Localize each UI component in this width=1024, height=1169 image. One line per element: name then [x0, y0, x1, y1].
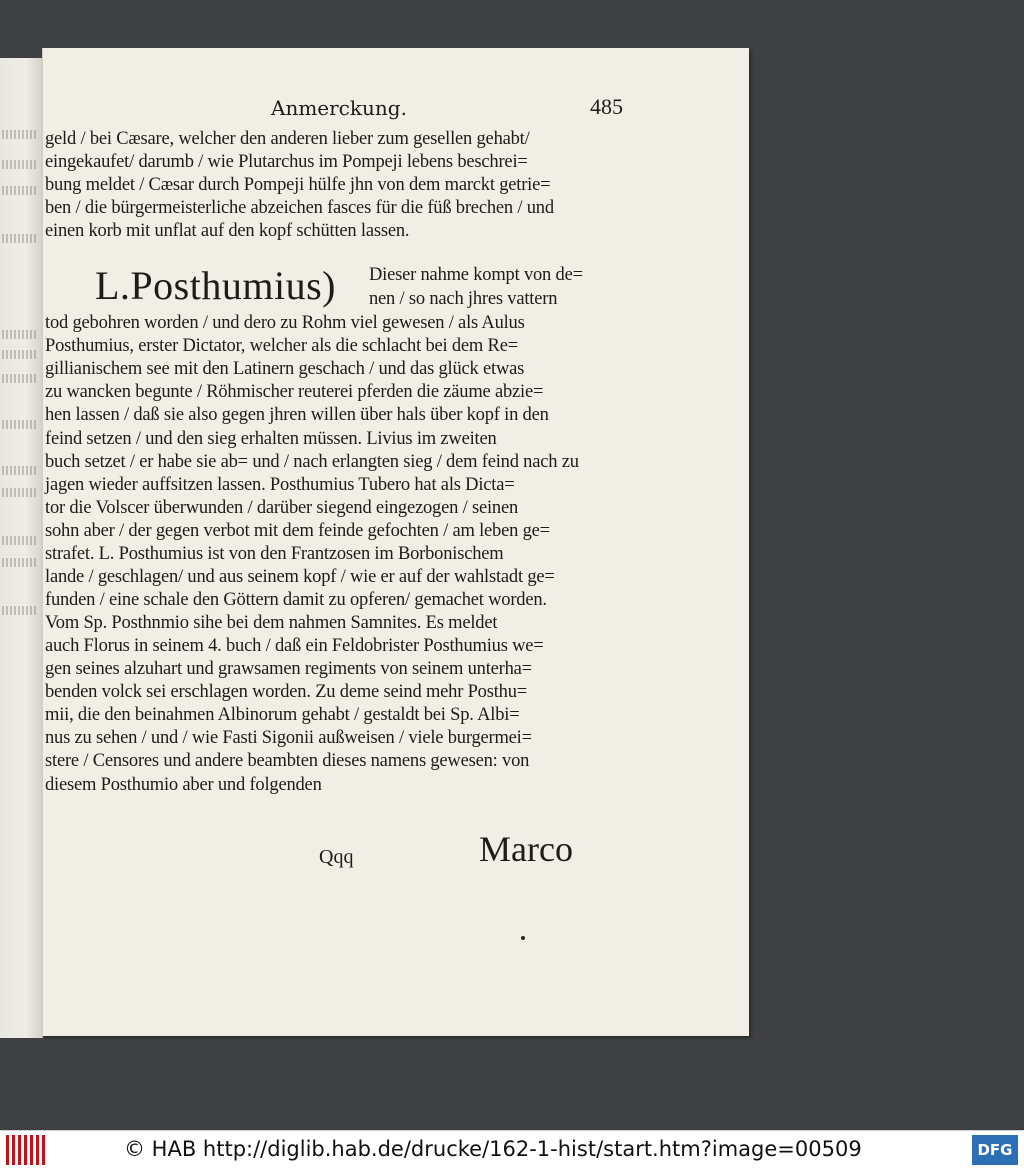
text-line: lande / geschlagen/ und aus seinem kopf / wie er auf der wahlstadt ge= [45, 567, 555, 587]
text-line: gillianischem see mit den Latinern geschach / und das glück etwas [45, 359, 525, 379]
text-line: einen korb mit unflat auf den kopf schütten lassen. [45, 221, 410, 241]
book-page [42, 48, 749, 1036]
text-line: nus zu sehen / und / wie Fasti Sigonii außweisen / viele burgermei= [45, 728, 532, 748]
text-line: nen / so nach jhres vattern [369, 289, 558, 309]
dfg-logo-label: DFG [977, 1141, 1013, 1159]
bleed-through [2, 234, 38, 243]
text-line: eingekaufet/ darumb / wie Plutarchus im Pompeji lebens beschrei= [45, 152, 528, 172]
copyright-url[interactable]: © HAB http://diglib.hab.de/drucke/162-1-hist/start.htm?image=00509 [124, 1137, 862, 1161]
text-line: Dieser nahme kompt von de= [369, 265, 583, 285]
text-line: bung meldet / Cæsar durch Pompeji hülfe jhn von dem marckt getrie= [45, 175, 551, 195]
bleed-through [2, 374, 38, 383]
text-line: buch setzet / er habe sie ab= und / nach erlangten sieg / dem feind nach zu [45, 452, 579, 472]
text-line: stere / Censores und andere beambten dieses namens gewesen: von [45, 751, 530, 771]
text-line: auch Florus in seinem 4. buch / daß ein Feldobrister Posthumius we= [45, 636, 544, 656]
text-line: sohn aber / der gegen verbot mit dem feinde gefochten / am leben ge= [45, 521, 550, 541]
text-line: benden volck sei erschlagen worden. Zu deme seind mehr Posthu= [45, 682, 527, 702]
bleed-through [2, 606, 38, 615]
dfg-logo[interactable] [972, 1135, 1018, 1165]
bleed-through [2, 330, 38, 339]
text-line: mii, die den beinahmen Albinorum gehabt / gestaldt bei Sp. Albi= [45, 705, 520, 725]
text-line: tor die Volscer überwunden / darüber siegend eingezogen / seinen [45, 498, 519, 518]
text-line: diesem Posthumio aber und folgenden [45, 775, 322, 795]
hab-logo-icon[interactable] [6, 1135, 46, 1165]
bleed-through [2, 536, 38, 545]
text-line: geld / bei Cæsare, welcher den anderen lieber zum gesellen gehabt/ [45, 129, 530, 149]
text-line: gen seines alzuhart und grawsamen regiments von seinem unterha= [45, 659, 532, 679]
page-number: 485 [590, 94, 623, 119]
signature-mark: Qqq [319, 846, 354, 868]
facing-page-edge [0, 58, 43, 1038]
bleed-through [2, 466, 38, 475]
text-line: feind setzen / und den sieg erhalten müssen. Livius im zweiten [45, 429, 497, 449]
text-line: strafet. L. Posthumius ist von den Frantzosen im Borbonischem [45, 544, 504, 564]
bleed-through [2, 420, 38, 429]
bleed-through [2, 160, 38, 169]
section-heading: L.Posthumius) [95, 263, 336, 308]
bleed-through [2, 350, 38, 359]
catchword: Marco [479, 829, 573, 869]
text-line: ben / die bürgermeisterliche abzeichen fasces für die füß brechen / und [45, 198, 554, 218]
page-header [271, 96, 631, 126]
paper-speck [521, 936, 525, 940]
footer-bar [0, 1130, 1024, 1169]
bleed-through [2, 558, 38, 567]
bleed-through [2, 488, 38, 497]
text-line: tod gebohren worden / und dero zu Rohm viel gewesen / als Aulus [45, 313, 525, 333]
text-line: hen lassen / daß sie also gegen jhren willen über hals über kopf in den [45, 405, 549, 425]
text-line: jagen wieder auffsitzen lassen. Posthumius Tubero hat als Dicta= [45, 475, 515, 495]
text-line: Vom Sp. Posthnmio sihe bei dem nahmen Samnites. Es meldet [45, 613, 498, 633]
bleed-through [2, 130, 38, 139]
text-line: funden / eine schale den Göttern damit zu opferen/ gemachet worden. [45, 590, 547, 610]
text-line: zu wancken begunte / Röhmischer reuterei pferden die zäume abzie= [45, 382, 544, 402]
running-head: Anmerckung. [271, 96, 407, 120]
text-line: Posthumius, erster Dictator, welcher als die schlacht bei dem Re= [45, 336, 518, 356]
bleed-through [2, 186, 38, 195]
